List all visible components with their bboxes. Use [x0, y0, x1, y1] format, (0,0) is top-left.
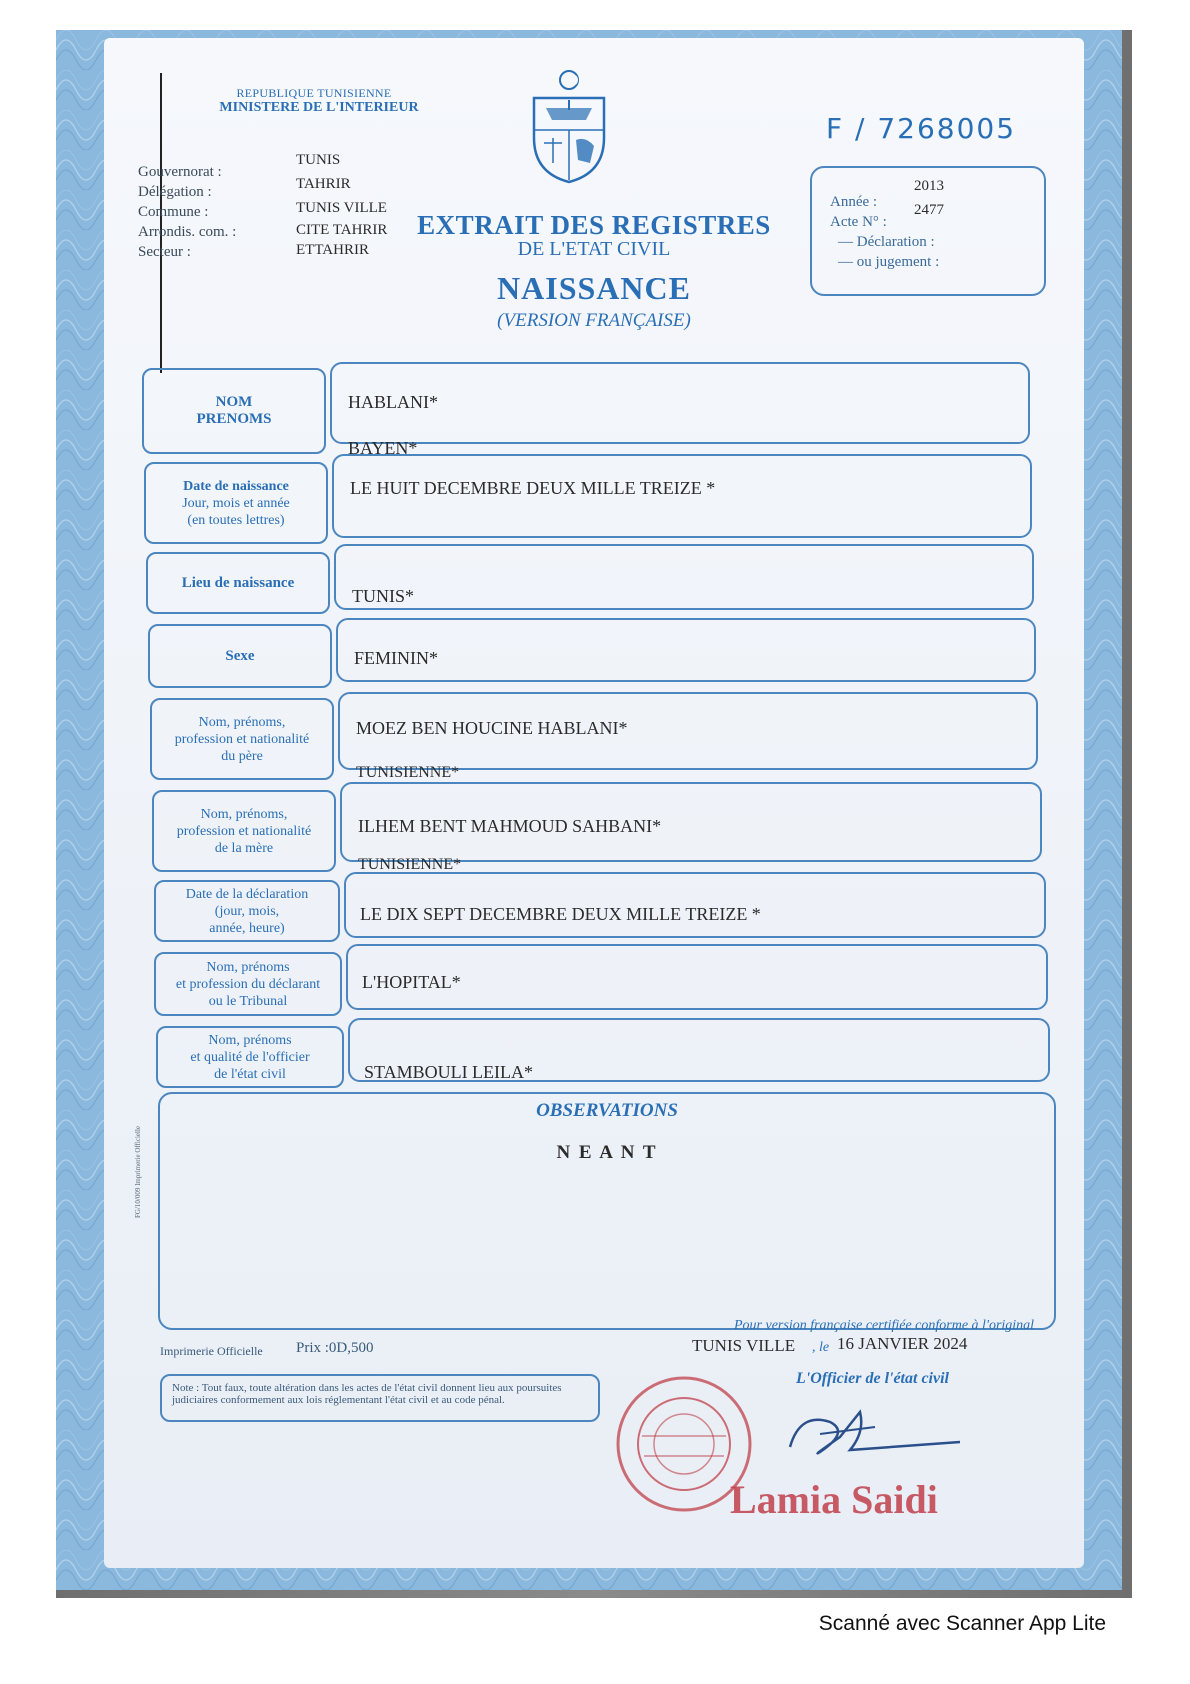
label-prenoms: PRENOMS [196, 411, 272, 427]
label-pere [150, 698, 334, 780]
label-declarant-3: ou le Tribunal [208, 993, 288, 1009]
label-declaration-3: année, heure) [209, 920, 285, 936]
value-nom: HABLANI* [348, 392, 438, 412]
label-officier-1: Nom, prénoms [208, 1032, 292, 1048]
title-extrait: EXTRAIT DES REGISTRES [417, 210, 771, 240]
label-declaration-1: Date de la déclaration [185, 886, 309, 902]
signature-icon [780, 1392, 980, 1462]
label-mere-1: Nom, prénoms, [200, 806, 288, 822]
label-mere-2: profession et nationalité [176, 823, 312, 839]
label-date-naissance-2: Jour, mois et année [182, 495, 290, 511]
admin-label-secteur: Secteur : [138, 244, 191, 260]
annee-label: Année : [830, 194, 878, 210]
observations-box [158, 1092, 1056, 1330]
tunisia-coat-of-arms-icon [524, 68, 614, 186]
observations-value: N E A N T [556, 1142, 658, 1163]
value-box-lieu-naissance [334, 544, 1034, 610]
label-declaration-2: (jour, mois, [214, 903, 280, 919]
title-naissance: NAISSANCE [497, 270, 691, 306]
label-declarant [154, 952, 342, 1016]
legal-note: Note : Tout faux, toute altération dans les actes de l'état civil donnent lieu aux poursuites judiciaires conformement aux lois réglementant l'état civil et au code pénal. [160, 1374, 600, 1422]
value-box-sexe [336, 618, 1036, 682]
value-pere-nationality: TUNISIENNE* [356, 764, 460, 781]
acte-value: 2477 [914, 202, 944, 218]
label-officier-3: de l'état civil [214, 1066, 286, 1082]
imprimerie-label: Imprimerie Officielle [160, 1344, 263, 1358]
label-mere-3: de la mère [214, 840, 274, 856]
le-label: , le [812, 1340, 830, 1355]
serial-number: F / 7268005 [826, 112, 1017, 145]
label-declarant-2: et profession du déclarant [175, 976, 321, 992]
value-declarant: L'HOPITAL* [362, 972, 461, 992]
label-pere-3: du père [221, 748, 263, 764]
admin-value-arrondissement: CITE TAHRIR [296, 222, 388, 238]
label-nom-prenoms [142, 368, 326, 454]
label-pere-1: Nom, prénoms, [198, 714, 286, 730]
side-print: FG/10/009 Imprimerie Officielle [134, 1125, 142, 1218]
admin-label-delegation: Délégation : [138, 184, 212, 200]
value-lieu-naissance: TUNIS* [352, 586, 414, 606]
document-body [104, 38, 1084, 1568]
label-pere-2: profession et nationalité [174, 731, 310, 747]
label-lieu-naissance: Lieu de naissance [146, 552, 330, 614]
label-mere [152, 790, 336, 872]
scanner-caption: Scanné avec Scanner App Lite [818, 1612, 1106, 1635]
value-sexe: FEMININ* [354, 648, 438, 668]
admin-value-delegation: TAHRIR [296, 176, 351, 192]
date-value: 16 JANVIER 2024 [837, 1334, 968, 1353]
title-version: (VERSION FRANÇAISE) [497, 310, 691, 331]
admin-label-arrondissement: Arrondis. com. : [138, 224, 237, 240]
acte-label: Acte N° : [830, 214, 887, 230]
value-declaration: LE DIX SEPT DECEMBRE DEUX MILLE TREIZE * [360, 904, 761, 924]
value-pere-name: MOEZ BEN HOUCINE HABLANI* [356, 718, 628, 738]
reference-box [810, 166, 1046, 296]
jugement-label: — ou jugement : [838, 254, 940, 270]
admin-label-commune: Commune : [138, 204, 209, 220]
label-officier-2: et qualité de l'officier [190, 1049, 310, 1065]
value-officier: STAMBOULI LEILA* [364, 1062, 534, 1082]
certified-label: Pour version française certifiée conforme à l'original [734, 1318, 1035, 1333]
value-date-naissance: LE HUIT DECEMBRE DEUX MILLE TREIZE * [350, 478, 716, 498]
declaration-label: — Déclaration : [838, 234, 935, 250]
admin-value-secteur: ETTAHRIR [296, 242, 369, 258]
label-officier [156, 1026, 344, 1088]
admin-value-commune: TUNIS VILLE [296, 200, 387, 216]
value-mere-nationality: TUNISIENNE* [358, 856, 462, 873]
admin-value-gouvernorat: TUNIS [296, 152, 341, 168]
observations-title: OBSERVATIONS [536, 1100, 678, 1121]
admin-label-gouvernorat: Gouvernorat : [138, 164, 222, 180]
label-nom: NOM [215, 394, 253, 410]
label-declarant-1: Nom, prénoms [206, 959, 290, 975]
title-etat-civil: DE L'ETAT CIVIL [517, 238, 671, 260]
value-mere-name: ILHEM BENT MAHMOUD SAHBANI* [358, 816, 662, 836]
ministry-label: MINISTERE DE L'INTERIEUR [219, 100, 419, 115]
annee-value: 2013 [914, 178, 944, 194]
officer-title: L'Officier de l'état civil [796, 1370, 949, 1387]
label-date-naissance-3: (en toutes lettres) [187, 512, 285, 528]
label-date-naissance [144, 462, 328, 544]
value-prenoms: BAYEN* [348, 438, 418, 458]
place-value: TUNIS VILLE [692, 1336, 796, 1355]
prix-label: Prix :0D,500 [296, 1340, 374, 1356]
label-declaration [154, 880, 340, 942]
republic-label: REPUBLIQUE TUNISIENNE [236, 86, 392, 100]
signature-name-stamp: Lamia Saidi [730, 1477, 938, 1522]
document-sheet [56, 30, 1122, 1590]
label-sexe: Sexe [148, 624, 332, 688]
label-date-naissance-1: Date de naissance [183, 478, 289, 494]
admin-labels [138, 162, 288, 262]
